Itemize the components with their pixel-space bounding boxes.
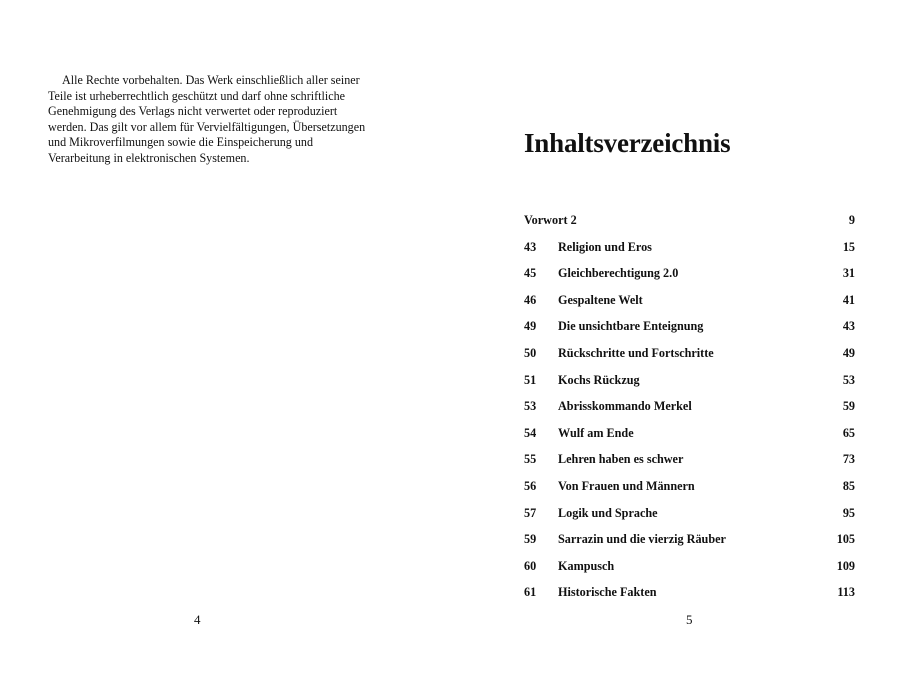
toc-entry-label: Wulf am Ende [558, 425, 634, 440]
toc-entry-page: 59 [842, 399, 855, 414]
toc-entry [524, 423, 855, 450]
toc-entry-number: 61 [524, 585, 537, 600]
toc-entry-label: Rückschritte und Fortschritte [558, 345, 714, 360]
toc-title: Inhaltsverzeichnis [524, 128, 731, 158]
toc-entry-page: 95 [842, 505, 855, 520]
toc-entry-page: 65 [842, 425, 855, 440]
toc-entry-label: Von Frauen und Männern [558, 478, 695, 493]
toc-entry-number: 59 [524, 532, 537, 547]
toc-entry-label: Die unsichtbare Enteignung [558, 319, 704, 334]
toc-entry-label: Logik und Sprache [558, 505, 658, 520]
toc-entry [524, 343, 855, 370]
toc-entry-number: 50 [524, 345, 537, 360]
toc-entry-label: Gespaltene Welt [558, 292, 643, 307]
toc-entry-page: 109 [836, 558, 855, 573]
toc-entry-number: 55 [524, 452, 537, 467]
toc-entry [524, 290, 855, 317]
toc-entry-number: 60 [524, 558, 537, 573]
toc-entry-label: Gleichberechtigung 2.0 [558, 266, 679, 281]
toc-entry-number: 45 [524, 266, 537, 281]
toc-entry [524, 237, 855, 264]
toc-entry [524, 503, 855, 530]
toc-entry-label: Vorwort 2 [524, 213, 577, 227]
toc-entry-page: 105 [836, 532, 855, 547]
toc-entry [524, 370, 855, 397]
page-number-right: 5 [686, 612, 693, 627]
toc-entry [524, 476, 855, 503]
toc-entry-number: 53 [524, 399, 537, 414]
toc-entry-page: 85 [842, 478, 855, 493]
toc-entry-number: 49 [524, 319, 537, 334]
toc-entry [524, 556, 855, 583]
toc-entry-number: 51 [524, 372, 537, 387]
toc-entry-number: 56 [524, 478, 537, 493]
toc-entry [524, 316, 855, 343]
toc-entry-page: 9 [848, 213, 855, 227]
toc-entry [524, 529, 855, 556]
toc-entry-page: 49 [842, 345, 855, 360]
toc-entry-label: Religion und Eros [558, 239, 652, 254]
toc-entry-page: 41 [842, 292, 855, 307]
toc-entry-label: Kampusch [558, 558, 615, 573]
toc-entry [524, 210, 855, 237]
toc-entry-label: Kochs Rückzug [558, 372, 640, 387]
toc-entry-page: 113 [837, 585, 855, 600]
toc-entry-label: Lehren haben es schwer [558, 452, 684, 467]
toc-entry-page: 15 [842, 239, 855, 254]
page-number-left: 4 [194, 612, 201, 627]
toc-entry [524, 263, 855, 290]
copyright-notice: Alle Rechte vorbehalten. Das Werk einschließlich aller seiner Teile ist urheberrechtlich geschützt und darf ohne schriftliche Genehmigung des Verlags nicht verwertet oder reproduziert werden. Das gilt vor allem für Vervielfältigungen, Übersetzungen und Mikroverfilmungen sowie die Einspeicherung und Verarbeitung in elektronischen Systemen. [48, 73, 366, 165]
toc-entry-number: 57 [524, 505, 537, 520]
toc-entry-page: 53 [842, 372, 855, 387]
right-page [450, 0, 900, 674]
toc-entry-label: Historische Fakten [558, 585, 657, 600]
toc-entry-number: 46 [524, 292, 537, 307]
toc-entry [524, 582, 855, 609]
toc-entry-label: Abrisskommando Merkel [558, 399, 692, 414]
toc-entry [524, 396, 855, 423]
toc-entry-page: 73 [842, 452, 855, 467]
toc-entry-number: 54 [524, 425, 537, 440]
toc-entry-number: 43 [524, 239, 537, 254]
table-of-contents [524, 210, 855, 609]
toc-entry-page: 43 [842, 319, 855, 334]
toc-entry [524, 449, 855, 476]
toc-entry-label: Sarrazin und die vierzig Räuber [558, 532, 726, 547]
toc-entry-page: 31 [842, 266, 855, 281]
